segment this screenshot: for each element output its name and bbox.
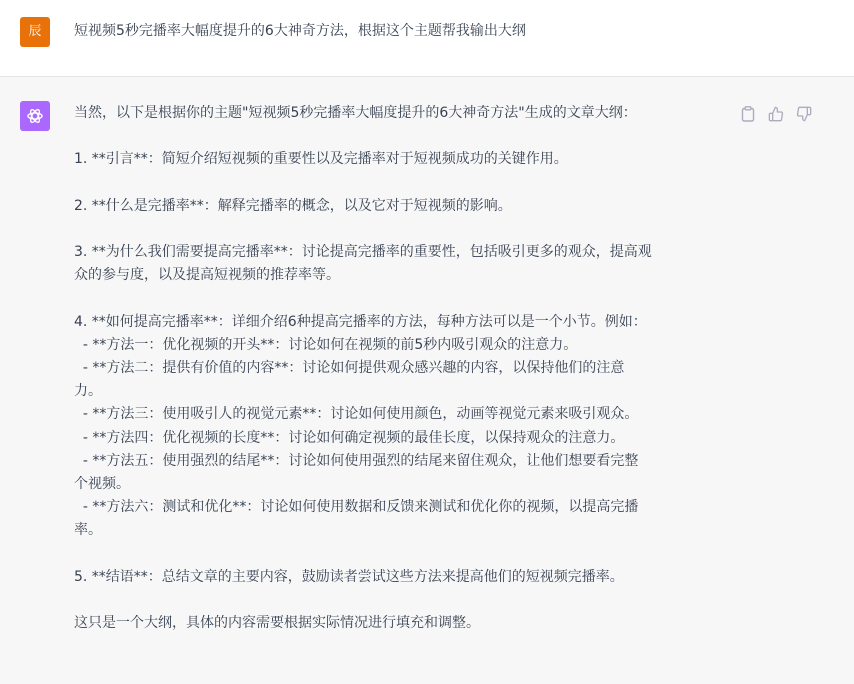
assistant-avatar <box>20 101 50 131</box>
content-line: - **方法一：优化视频的开头**：讨论如何在视频的前5秒内吸引观众的注意力。 <box>74 336 578 353</box>
content-line: 个视频。 <box>74 476 130 492</box>
content-line: - **方法六：测试和优化**：讨论如何使用数据和反馈来测试和优化你的视频，以提高完播 <box>74 499 639 516</box>
user-message-text: 短视频5秒完播率大幅度提升的6大神奇方法，根据这个主题帮我输出大纲 <box>74 23 526 39</box>
thumbs-down-icon <box>796 106 812 122</box>
content-line: 这只是一个大纲，具体的内容需要根据实际情况进行填充和调整。 <box>74 615 480 632</box>
content-line: - **方法三：使用吸引人的视觉元素**：讨论如何使用颜色，动画等视觉元素来吸引观众。 <box>74 406 639 423</box>
assistant-message-content <box>74 102 734 635</box>
assistant-message-row <box>0 77 854 684</box>
thumbs-up-button[interactable] <box>767 105 785 123</box>
content-line: 5. **结语**：总结文章的主要内容，鼓励读者尝试这些方法来提高他们的短视频完播率。 <box>74 568 624 585</box>
user-message-row <box>0 0 854 77</box>
message-actions <box>739 105 819 125</box>
content-line: - **方法五：使用强烈的结尾**：讨论如何使用强烈的结尾来留住观众，让他们想要看完整 <box>74 452 639 469</box>
openai-logo-icon <box>25 106 45 126</box>
thumbs-down-button[interactable] <box>795 105 813 123</box>
content-line: 2. **什么是完播率**：解释完播率的概念，以及它对于短视频的影响。 <box>74 197 512 214</box>
user-avatar: 辰 <box>20 17 50 47</box>
content-line: 力。 <box>74 383 102 400</box>
copy-button[interactable] <box>739 105 757 123</box>
content-line <box>74 288 734 311</box>
content-line <box>74 543 734 566</box>
content-line: 4. **如何提高完播率**：详细介绍6种提高完播率的方法，每种方法可以是一个小节。例如： <box>74 313 647 330</box>
content-line <box>74 218 734 241</box>
clipboard-icon <box>741 106 755 122</box>
content-line: 3. **为什么我们需要提高完播率**：讨论提高完播率的重要性，包括吸引更多的观众，提高观 <box>74 244 652 261</box>
content-line <box>74 125 734 148</box>
content-line: 1. **引言**：简短介绍短视频的重要性以及完播率对于短视频成功的关键作用。 <box>74 151 568 168</box>
content-line: 率。 <box>74 522 102 539</box>
content-line: - **方法二：提供有价值的内容**：讨论如何提供观众感兴趣的内容，以保持他们的注意 <box>74 360 625 377</box>
content-line: 当然，以下是根据你的主题"短视频5秒完播率大幅度提升的6大神奇方法"生成的文章大纲： <box>74 105 637 121</box>
content-line: 众的参与度，以及提高短视频的推荐率等。 <box>74 267 340 284</box>
content-line <box>74 589 734 612</box>
content-line: - **方法四：优化视频的长度**：讨论如何确定视频的最佳长度，以保持观众的注意力。 <box>74 429 625 446</box>
content-line <box>74 172 734 195</box>
thumbs-up-icon <box>768 106 784 122</box>
